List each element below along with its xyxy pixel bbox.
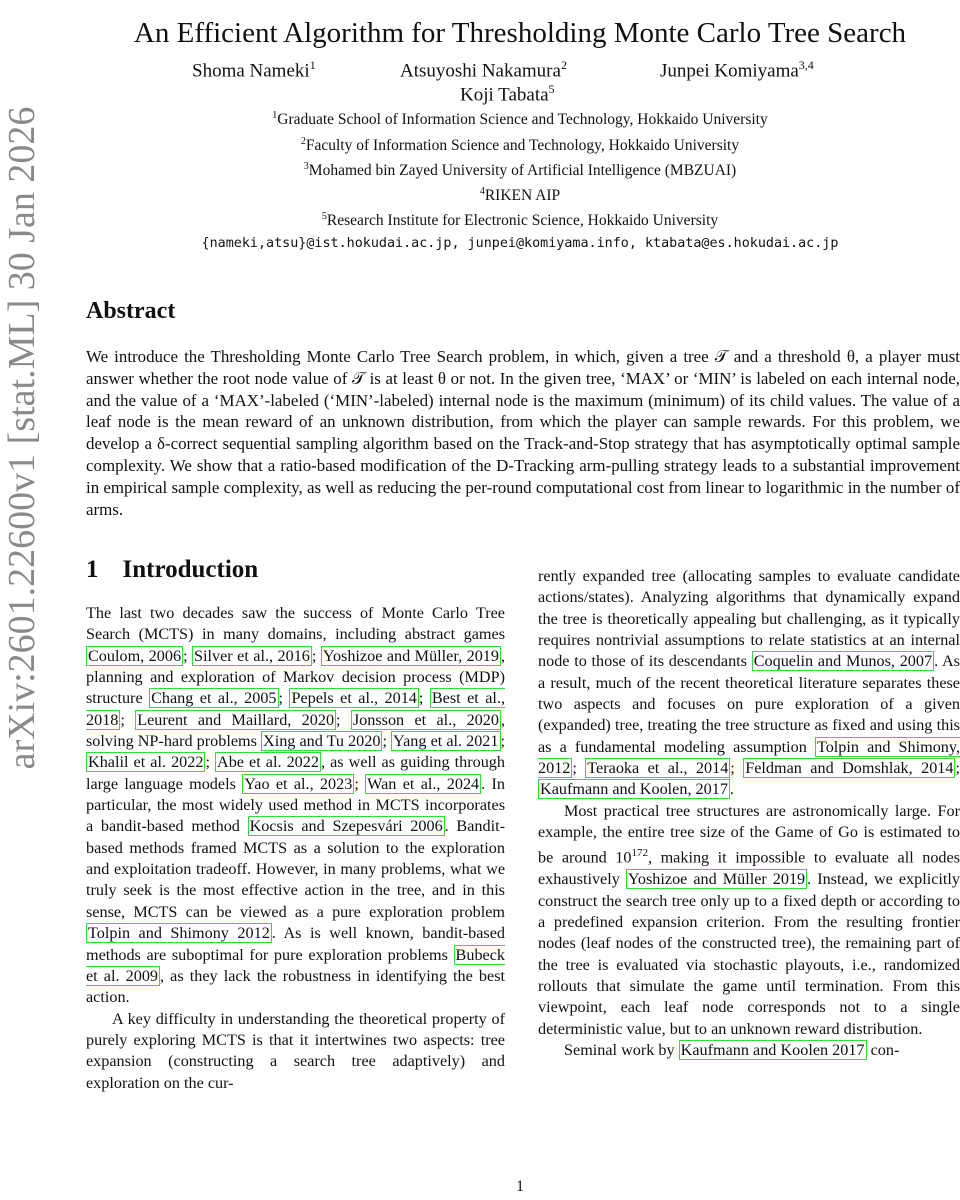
text-run: , as well as guiding through large language models: [86, 753, 505, 793]
citation-link[interactable]: Yao et al., 2023: [244, 774, 353, 793]
author-1: [192, 58, 316, 82]
citation-link[interactable]: Jonsson et al., 2020: [352, 710, 499, 729]
paragraph: [86, 603, 505, 1009]
citation-link[interactable]: Coulom, 2006: [88, 646, 182, 665]
text-run: , as they lack the robustness in identifying the best action.: [86, 966, 505, 1007]
text-run: ;: [955, 759, 960, 778]
citation-link[interactable]: Xing and Tu 2020: [263, 732, 381, 751]
text-run: . As is well known, bandit-based methods are suboptimal for pure exploration problems: [86, 924, 505, 964]
affiliation-3: [80, 161, 960, 180]
text-run: ;: [418, 689, 430, 708]
author-affiliation-mark: 5: [548, 82, 555, 96]
text-run: , planning and exploration of Markov decision process (MDP) structure: [86, 646, 506, 708]
arxiv-identifier-stamp: arXiv:2601.22600v1 [stat.ML] 30 Jan 2026: [1, 106, 43, 770]
citation-link[interactable]: Yoshizoe and Müller, 2019: [322, 646, 499, 665]
affiliation-mark: 4: [479, 186, 485, 197]
text-run: Most practical tree structures are astronomically large. For example, the entire tree size of the Game of Go is estimated to be around 10: [538, 801, 960, 867]
text-run: ;: [311, 646, 321, 665]
text-run: ;: [336, 710, 351, 729]
text-run: con-: [866, 1040, 900, 1059]
author-name: Koji Tabata: [460, 84, 549, 106]
affiliation-text: RIKEN AIP: [484, 187, 561, 205]
text-run: . Instead, we explicitly construct the search tree only up to a fixed depth or according to a predefined expansion criterion. From the resulting frontier nodes (leaf nodes of the constructed tree), the remaining part of the tree is evaluated via stochastic playouts, i.e., randomized rollouts that simulate the game until termination. From this viewpoint, each leaf node corresponds not to a single deterministic value, but to an unknown reward distribution.: [538, 870, 960, 1038]
text-run: ;: [120, 710, 136, 729]
citation-link[interactable]: Tolpin and Shimony 2012: [88, 924, 270, 943]
affiliation-mark: 1: [272, 110, 278, 121]
right-column: [538, 566, 960, 1061]
section-number: 1: [86, 556, 99, 583]
affiliation-1: [80, 110, 960, 129]
affiliation-2: [80, 136, 960, 155]
author-2: [400, 58, 567, 82]
citation-link[interactable]: Pepels et al., 2014: [291, 689, 417, 708]
text-run: , making it impossible to evaluate all nodes exhaustively: [538, 848, 960, 889]
affiliation-text: Graduate School of Information Science and Technology, Hokkaido University: [277, 111, 768, 129]
citation-link[interactable]: Leurent and Maillard, 2020: [137, 710, 335, 729]
citation-link[interactable]: Coquelin and Munos, 2007: [753, 652, 933, 671]
author-4: [460, 82, 555, 106]
affiliation-5: [80, 211, 960, 230]
author-affiliation-mark: 1: [309, 58, 316, 72]
citation-link[interactable]: Tolpin and Shimony, 2012: [538, 737, 960, 778]
author-affiliation-mark: 2: [560, 58, 567, 72]
author-name: Shoma Nameki: [192, 60, 310, 82]
text-run: The last two decades saw the success of Monte Carlo Tree Search (MCTS) in many domains, including abstract games: [86, 604, 505, 644]
text-run: ;: [183, 646, 193, 665]
affiliation-mark: 3: [303, 161, 309, 172]
affiliation-mark: 5: [321, 211, 327, 222]
citation-link[interactable]: Bubeck et al. 2009: [86, 945, 505, 985]
superscript: 172: [631, 847, 648, 860]
citation-link[interactable]: Teraoka et al., 2014: [587, 759, 729, 778]
citation-link[interactable]: Chang et al., 2005: [151, 689, 277, 708]
author-affiliation-mark: 3,4: [798, 58, 814, 72]
abstract-heading: Abstract: [86, 298, 176, 324]
text-run: ;: [730, 759, 744, 778]
citation-link[interactable]: Abe et al. 2022: [217, 753, 319, 772]
author-3: [660, 58, 814, 82]
citation-link[interactable]: Yoshizoe and Müller 2019: [627, 870, 806, 889]
text-run: Seminal work by: [564, 1040, 679, 1059]
author-name: Atsuyoshi Nakamura: [400, 60, 561, 82]
text-run: . In particular, the most widely used method in MCTS incorporates a bandit-based method: [86, 774, 505, 836]
paragraph: [538, 566, 960, 801]
citation-link[interactable]: Best et al., 2018: [86, 689, 505, 729]
text-run: A key difficulty in understanding the theoretical property of purely exploring MCTS is that it intertwines two aspects: tree expansion (constructing a search tree adaptively) and exploration on the cur-: [86, 1009, 505, 1092]
citation-link[interactable]: Silver et al., 2016: [194, 646, 310, 665]
paragraph: [538, 1040, 960, 1061]
citation-link[interactable]: Khalil et al. 2022: [88, 753, 204, 772]
affiliation-text: Faculty of Information Science and Technology, Hokkaido University: [305, 137, 740, 155]
citation-link[interactable]: Feldman and Domshlak, 2014: [745, 759, 954, 778]
text-run: ;: [205, 753, 216, 772]
author-emails: {nameki,atsu}@ist.hokudai.ac.jp, junpei@komiyama.info, ktabata@es.hokudai.ac.jp: [201, 236, 839, 251]
text-run: ;: [500, 732, 505, 751]
paragraph: [86, 1009, 505, 1094]
text-run: ;: [354, 774, 366, 793]
text-run: rently expanded tree (allocating samples to evaluate candidate actions/states). Analyzing algorithms that dynamically expand the tree is theoretically appealing but challenging, as it typically requires nontrivial assumptions to relate statistics at an internal node to those of its descendants: [538, 567, 960, 671]
text-run: . As a result, much of the recent theoretical literature separates these two aspects and focuses on pure exploration of a given (expanded) tree, treating the tree structure as fixed and using this as a fundamental modeling assumption: [538, 652, 960, 756]
paper-title: An Efficient Algorithm for Thresholding Monte Carlo Tree Search: [133, 17, 907, 50]
left-column: [86, 603, 505, 1094]
page-number: 1: [516, 1178, 524, 1195]
paragraph: [538, 801, 960, 1040]
text-run: . Bandit-based methods framed MCTS as a solution to the exploration and exploitation tradeoff. However, in many problems, what we truly seek is the most effective action in the tree, and in this sense, MCTS can be viewed as a pure exploration problem: [86, 817, 505, 921]
section-title: Introduction: [122, 556, 259, 583]
affiliation-text: Mohamed bin Zayed University of Artificial Intelligence (MBZUAI): [308, 162, 737, 180]
affiliation-mark: 2: [300, 136, 306, 147]
text-run: , solving NP-hard problems: [86, 710, 506, 751]
text-run: ;: [278, 689, 290, 708]
text-run: .: [729, 780, 734, 799]
affiliation-text: Research Institute for Electronic Science, Hokkaido University: [326, 212, 719, 230]
citation-link[interactable]: Yang et al. 2021: [393, 732, 499, 751]
affiliation-4: [80, 186, 960, 205]
abstract-text: We introduce the Thresholding Monte Carlo Tree Search problem, in which, given a tree 𝒯 and a threshold θ, a player must answer whether the root node value of 𝒯 is at least θ or not. In the given tree, ‘MAX’ or ‘MIN’ is labeled on each internal node, and the value of a ‘MAX’-labeled (‘MIN’-labeled) internal node is the maximum (minimum) of its child values. The value of a leaf node is the mean reward of an unknown distribution, from which the player can sample rewards. For this problem, we develop a δ-correct sequential sampling algorithm based on the Track-and-Stop strategy that has asymptotically optimal sample complexity. We show that a ratio-based modification of the D-Tracking arm-pulling strategy leads to a substantial improvement in empirical sample complexity, as well as reducing the per-round computational cost from linear to logarithmic in the number of arms.: [86, 347, 960, 519]
citation-link[interactable]: Kaufmann and Koolen 2017: [680, 1040, 865, 1059]
section-heading: [86, 556, 258, 584]
text-run: ;: [572, 759, 586, 778]
citation-link[interactable]: Kocsis and Szepesvári 2006: [249, 817, 443, 836]
citation-link[interactable]: Kaufmann and Koolen, 2017: [540, 780, 728, 799]
author-name: Junpei Komiyama: [660, 60, 799, 82]
text-run: ;: [382, 732, 392, 751]
citation-link[interactable]: Wan et al., 2024: [367, 774, 480, 793]
